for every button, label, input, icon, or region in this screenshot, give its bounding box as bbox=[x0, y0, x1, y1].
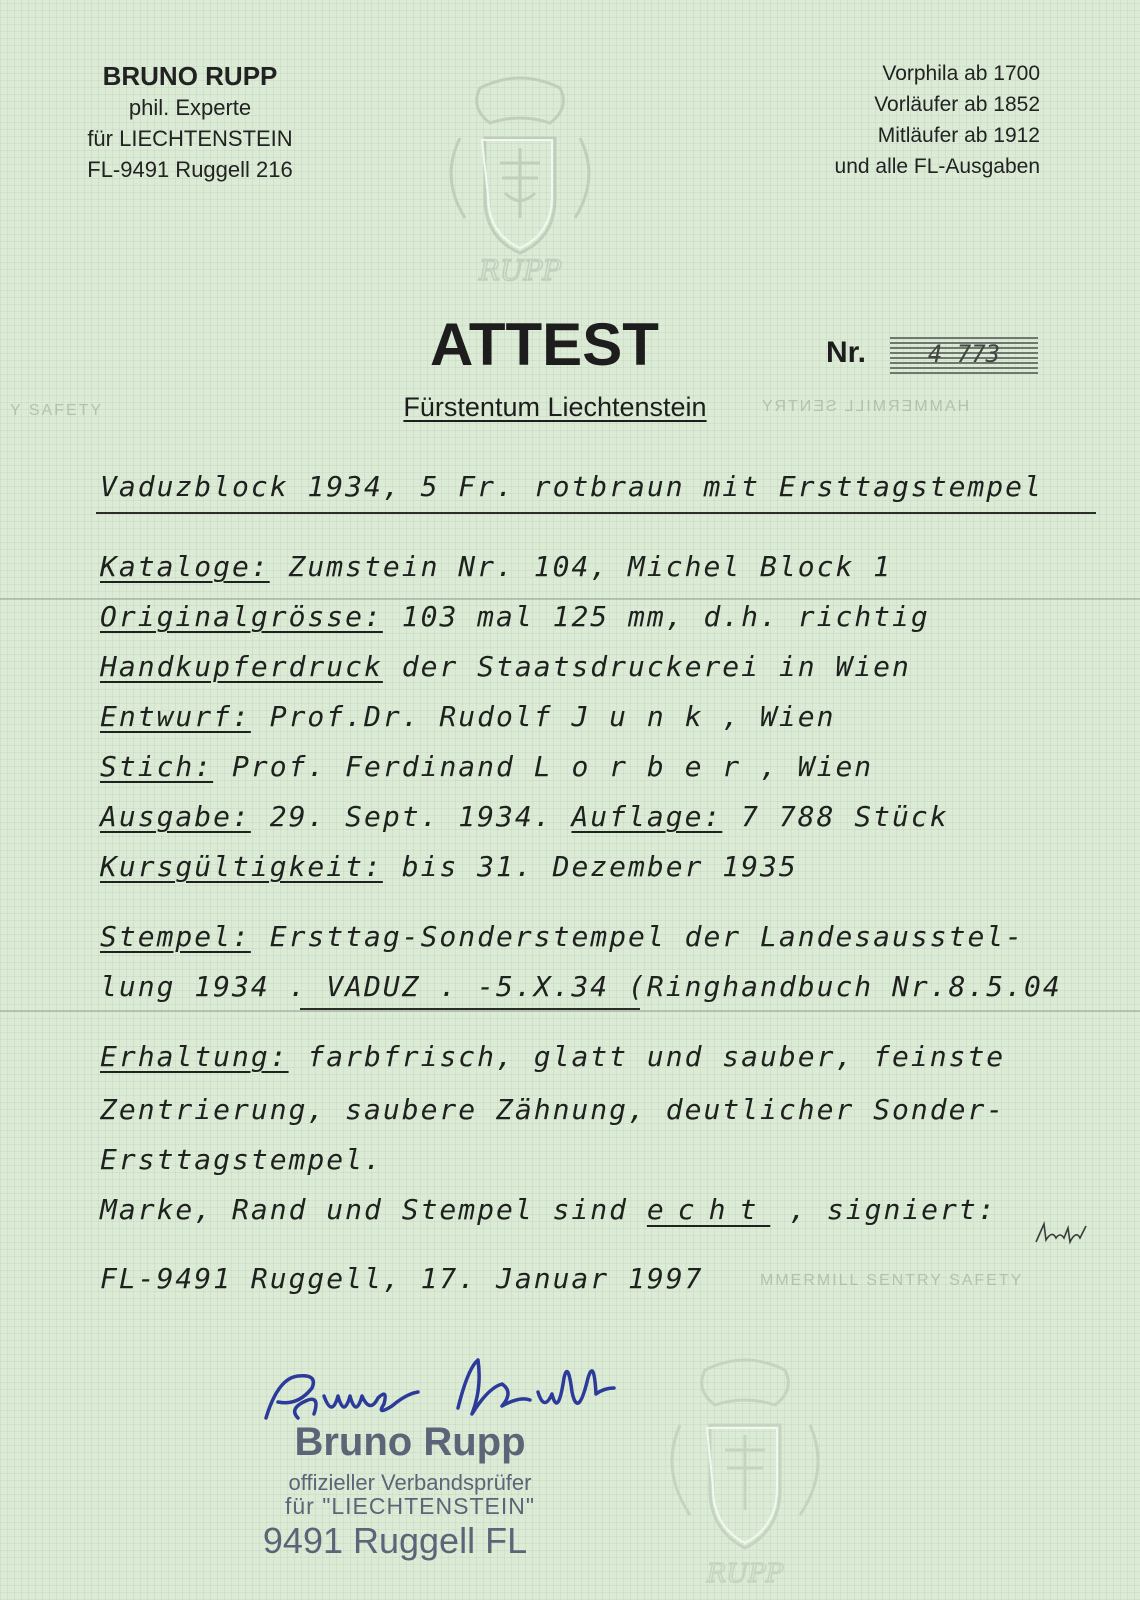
expert-title: phil. Experte bbox=[128, 95, 252, 120]
field-druck bbox=[100, 650, 1140, 683]
stamp-address: 9491 Ruggell FL bbox=[262, 1520, 528, 1561]
embossed-seal-icon bbox=[650, 1350, 840, 1590]
small-signature bbox=[1032, 1218, 1092, 1248]
field-kataloge bbox=[100, 550, 1140, 583]
stamp-name: Bruno Rupp bbox=[294, 1420, 526, 1464]
field-ausgabe bbox=[100, 800, 1140, 833]
field-label: Entwurf: bbox=[100, 700, 251, 733]
field-label: Kursgültigkeit: bbox=[100, 850, 383, 883]
signed-text: , signiert: bbox=[789, 1193, 997, 1226]
field-value: bis 31. Dezember 1935 bbox=[401, 850, 798, 883]
specialty-item: Vorphila ab 1700 bbox=[882, 62, 1040, 85]
stamp-title: offizieller Verbandsprüfer bbox=[288, 1470, 532, 1495]
field-originalgroesse bbox=[100, 600, 1140, 633]
specialty-item: und alle FL-Ausgaben bbox=[834, 155, 1040, 178]
expert-region: für LIECHTENSTEIN bbox=[87, 126, 293, 151]
field-stempel-continued: lung 1934 . VADUZ . -5.X.34 (Ringhandbuch Nr.8.5.04 bbox=[100, 970, 1062, 1003]
authenticity-statement bbox=[100, 1193, 1140, 1226]
field-value: Prof. Ferdinand L o r b e r , Wien bbox=[232, 750, 874, 783]
document-subtitle: Fürstentum Liechtenstein bbox=[403, 392, 707, 422]
field-value-auflage: 7 788 Stück bbox=[741, 800, 949, 833]
field-label: Erhaltung: bbox=[100, 1040, 289, 1073]
field-label: Ausgabe: bbox=[100, 800, 251, 833]
specialty-item: Mitläufer ab 1912 bbox=[877, 124, 1040, 147]
paper-watermark-text: MMERMILL SENTRY SAFETY bbox=[760, 1272, 1024, 1289]
certificate-number-label: Nr. bbox=[826, 336, 867, 369]
signature-text: Bruno Rupp bbox=[258, 1348, 264, 1349]
place-and-date: FL-9491 Ruggell, 17. Januar 1997 bbox=[100, 1262, 704, 1295]
field-erhaltung bbox=[100, 1040, 1140, 1073]
embossed-crest-icon bbox=[420, 68, 620, 288]
fold-line-lower bbox=[0, 1010, 1140, 1012]
field-label: Originalgrösse: bbox=[100, 600, 383, 633]
specialty-list bbox=[740, 58, 1040, 182]
paper-watermark-text: HAMMERMILL SENTRY bbox=[760, 398, 970, 415]
small-signature-text: Rupp bbox=[1032, 1218, 1035, 1219]
authenticity-verdict: echt bbox=[646, 1193, 771, 1226]
expert-name: BRUNO RUPP bbox=[102, 61, 278, 91]
paper-watermark-text: Y SAFETY bbox=[10, 402, 104, 419]
postmark-underline bbox=[300, 1008, 640, 1010]
expert-address bbox=[50, 60, 330, 185]
field-value: Ersttag-Sonderstempel der Landesausstel- bbox=[269, 920, 1025, 953]
field-label-auflage: Auflage: bbox=[571, 800, 723, 833]
field-entwurf bbox=[100, 700, 1140, 733]
field-value: farbfrisch, glatt und sauber, feinste bbox=[307, 1040, 1006, 1073]
field-value: 103 mal 125 mm, d.h. richtig bbox=[401, 600, 930, 633]
certificate-number: 4 773 bbox=[890, 334, 1038, 374]
seal-text: RUPP bbox=[706, 1559, 784, 1589]
field-erhaltung-line2: Zentrierung, saubere Zähnung, deutlicher Sonder- bbox=[100, 1093, 1006, 1126]
field-erhaltung-line3: Ersttagstempel. bbox=[100, 1143, 383, 1176]
field-label: Stempel: bbox=[100, 920, 251, 953]
field-stich bbox=[100, 750, 1140, 783]
field-kursgueltigkeit bbox=[100, 850, 1140, 883]
field-value: Prof.Dr. Rudolf J u n k , Wien bbox=[269, 700, 836, 733]
crest-text: RUPP bbox=[478, 254, 562, 287]
field-value: der Staatsdruckerei in Wien bbox=[401, 650, 911, 683]
stamp-region: für "LIECHTENSTEIN" bbox=[284, 1493, 536, 1519]
field-stempel bbox=[100, 920, 1140, 953]
document-title: ATTEST bbox=[430, 311, 659, 378]
expert-postal-address: FL-9491 Ruggell 216 bbox=[87, 157, 293, 182]
item-underline bbox=[96, 512, 1096, 514]
field-value: Zumstein Nr. 104, Michel Block 1 bbox=[288, 550, 893, 583]
authenticity-text: Marke, Rand und Stempel sind bbox=[100, 1193, 629, 1226]
field-label: Handkupferdruck bbox=[100, 650, 383, 683]
item-description: Vaduzblock 1934, 5 Fr. rotbraun mit Ersttagstempel bbox=[100, 470, 1043, 503]
specialty-item: Vorläufer ab 1852 bbox=[874, 93, 1040, 116]
field-label: Stich: bbox=[100, 750, 214, 783]
field-label: Kataloge: bbox=[100, 550, 270, 583]
field-value: 29. Sept. 1934. bbox=[269, 800, 553, 833]
